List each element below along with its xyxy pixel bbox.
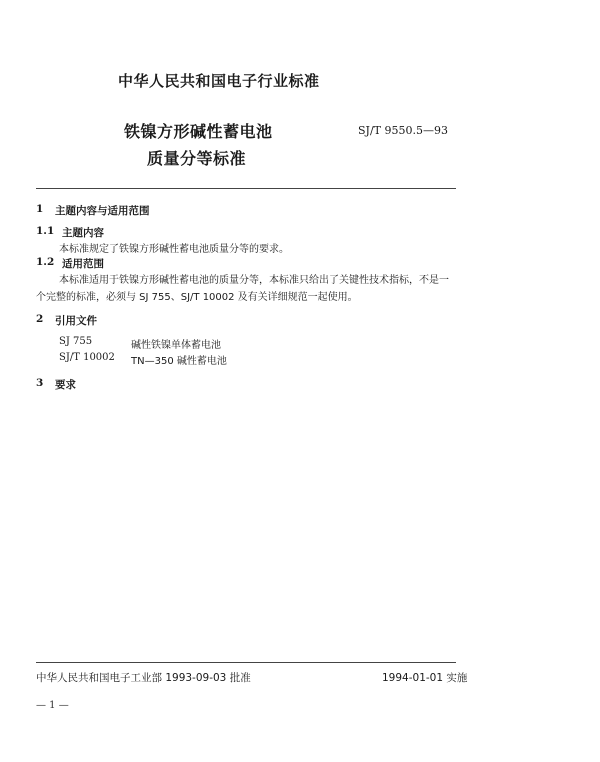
section-1-1-text: 本标准规定了铁镍方形碱性蓄电池质量分等的要求。 bbox=[59, 244, 289, 255]
section-1-1-number: 1.1 bbox=[36, 225, 55, 237]
section-2-title: 引用文件 bbox=[55, 315, 97, 327]
footer-divider bbox=[36, 662, 456, 663]
section-1-2-number: 1.2 bbox=[36, 256, 55, 268]
reference-code: SJ 755 bbox=[59, 336, 93, 347]
header-divider bbox=[36, 188, 456, 189]
section-1-2-text-line1: 本标准适用于铁镍方形碱性蓄电池的质量分等，本标准只给出了关键性技术指标，不是一 bbox=[59, 275, 449, 286]
page-number: — 1 — bbox=[36, 700, 69, 711]
issuing-authority: 中华人民共和国电子行业标准 bbox=[118, 72, 320, 90]
approval-statement: 中华人民共和国电子工业部 1993-09-03 批准 bbox=[36, 672, 251, 684]
section-2-number: 2 bbox=[36, 313, 44, 325]
section-1-2-text-line2: 个完整的标准，必须与 SJ 755、SJ/T 10002 及有关详细规范一起使用。 bbox=[36, 292, 358, 303]
section-3-title: 要求 bbox=[55, 379, 76, 391]
reference-name: 碱性铁镍单体蓄电池 bbox=[131, 340, 221, 351]
standard-code: SJ/T 9550.5—93 bbox=[358, 124, 448, 137]
implementation-date: 1994-01-01 实施 bbox=[382, 672, 468, 684]
document-title-line2: 质量分等标准 bbox=[147, 149, 247, 168]
section-3-number: 3 bbox=[36, 377, 44, 389]
section-1-1-title: 主题内容 bbox=[62, 227, 104, 239]
section-1-2-title: 适用范围 bbox=[62, 258, 104, 270]
section-1-number: 1 bbox=[36, 203, 44, 215]
section-1-title: 主题内容与适用范围 bbox=[55, 205, 150, 217]
reference-code: SJ/T 10002 bbox=[59, 352, 115, 363]
document-title-line1: 铁镍方形碱性蓄电池 bbox=[124, 122, 273, 141]
reference-name: TN—350 碱性蓄电池 bbox=[131, 356, 227, 367]
